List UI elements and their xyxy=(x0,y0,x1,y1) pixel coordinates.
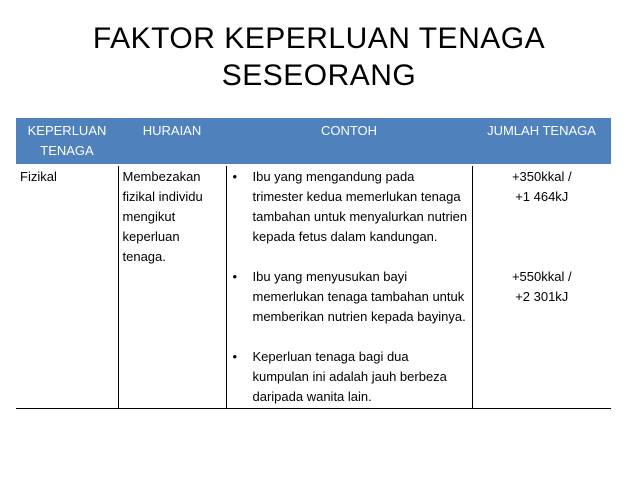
slide-title xyxy=(60,20,578,94)
header-contoh: CONTOH xyxy=(226,118,472,165)
contoh-bullet-item xyxy=(231,267,468,327)
header-huraian: HURAIAN xyxy=(118,118,226,165)
contoh-bullet-item xyxy=(231,347,468,407)
jumlah-kcal-value: +550kkal / xyxy=(511,269,572,284)
jumlah-spacer xyxy=(477,207,608,267)
bullet-icon: • xyxy=(232,269,238,284)
jumlah-kj-value: +1 464kJ xyxy=(515,189,569,204)
cell-jumlah xyxy=(472,165,611,409)
cell-keperluan: Fizikal xyxy=(16,165,118,409)
cell-contoh xyxy=(226,165,472,409)
jumlah-kj-value: +2 301kJ xyxy=(515,289,569,304)
energy-factor-table xyxy=(16,118,611,409)
header-jumlah-tenaga: JUMLAH TENAGA xyxy=(472,118,611,165)
slide-title-line-1: FAKTOR KEPERLUAN TENAGA xyxy=(92,22,546,55)
slide-title-line-2: SESEORANG xyxy=(221,59,417,92)
bullet-icon: • xyxy=(232,169,238,184)
cell-huraian: Membezakan fizikal individu mengikut keperluan tenaga. xyxy=(118,165,226,409)
contoh-text: Keperluan tenaga bagi dua kumpulan ini adalah jauh berbeza daripada wanita lain. xyxy=(252,349,447,404)
contoh-bullet-list xyxy=(231,167,468,407)
contoh-text: Ibu yang menyusukan bayi memerlukan tenaga tambahan untuk memberikan nutrien kepada bayinya. xyxy=(252,269,466,324)
header-keperluan-tenaga: KEPERLUAN TENAGA xyxy=(16,118,118,165)
bullet-icon: • xyxy=(232,349,238,364)
contoh-bullet-item xyxy=(231,167,468,247)
contoh-text: Ibu yang mengandung pada trimester kedua memerlukan tenaga tambahan untuk menyalurkan nutrien kepada fetus dalam kandungan. xyxy=(252,169,468,244)
table-row xyxy=(16,165,611,409)
table-header-row xyxy=(16,118,611,165)
jumlah-kcal-value: +350kkal / xyxy=(511,169,572,184)
